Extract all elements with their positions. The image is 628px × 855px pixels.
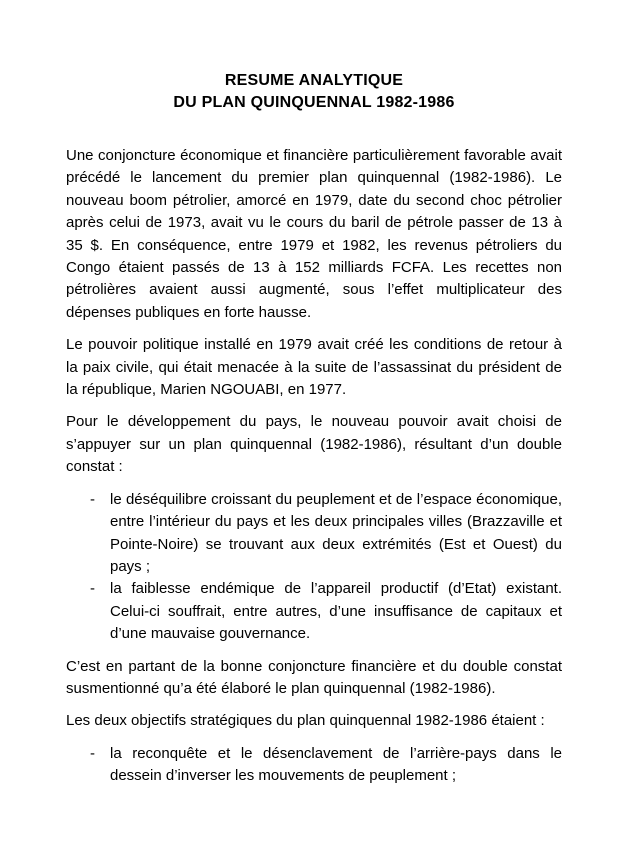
double-constat-list (66, 489, 562, 646)
paragraph-conjoncture-economique: Une conjoncture économique et financière particulièrement favorable avait précédé le lancement du premier plan quinquennal (1982-1986). Le nouveau boom pétrolier, amorcé en 1979, date du second choc pétrolier après celui de 1973, avait vu le cours du baril de pétrole passer de 13 à 35 $. En conséquence, entre 1979 et 1982, les revenus pétroliers du Congo étaient passés de 13 à 152 milliards FCFA. Les recettes non pétrolières avaient aussi augmenté, sous l’effet multiplicateur des dépenses publiques en forte hausse. (66, 147, 562, 321)
list-item-text: le déséquilibre croissant du peuplement et de l’espace économique, entre l’intérieur du pays et les deux principales villes (Brazzaville et Pointe-Noire) se trouvant aux deux extrémités (Est et Ouest) du pays ; (110, 490, 562, 575)
list-item-desequilibre (66, 489, 562, 579)
paragraph-pouvoir-politique: Le pouvoir politique installé en 1979 avait créé les conditions de retour à la paix civile, qui était menacée à la suite de l’assassinat du président de la république, Marien NGOUABI, en 1977. (66, 336, 562, 399)
paragraph-elaboration-plan: C’est en partant de la bonne conjoncture financière et du double constat susmentionné qu’a été élaboré le plan quinquennal (1982-1986). (66, 657, 562, 697)
list-item-text: la faiblesse endémique de l’appareil productif (d’Etat) existant. Celui-ci souffrait, entre autres, d’une insuffisance de capitaux et d’une mauvaise gouvernance. (110, 580, 562, 643)
dash-bullet-marker: - (90, 490, 95, 508)
list-item-reconquete (66, 743, 562, 788)
document-title (66, 70, 562, 114)
list-item-faiblesse-endemique (66, 578, 562, 645)
dash-bullet-marker: - (90, 580, 95, 598)
paragraph-objectifs-intro: Les deux objectifs stratégiques du plan quinquennal 1982-1986 étaient : (66, 712, 545, 730)
list-item-text: la reconquête et le désenclavement de l’arrière-pays dans le dessein d’inverser les mouvements de peuplement ; (110, 744, 562, 785)
paragraph-double-constat-intro: Pour le développement du pays, le nouveau pouvoir avait choisi de s’appuyer sur un plan quinquennal (1982-1986), résultant d’un double constat : (66, 413, 562, 476)
title-line-1: RESUME ANALYTIQUE (224, 72, 404, 89)
dash-bullet-marker: - (90, 744, 95, 762)
title-line-2: DU PLAN QUINQUENNAL 1982-1986 (173, 94, 455, 111)
objectifs-list (66, 743, 562, 788)
